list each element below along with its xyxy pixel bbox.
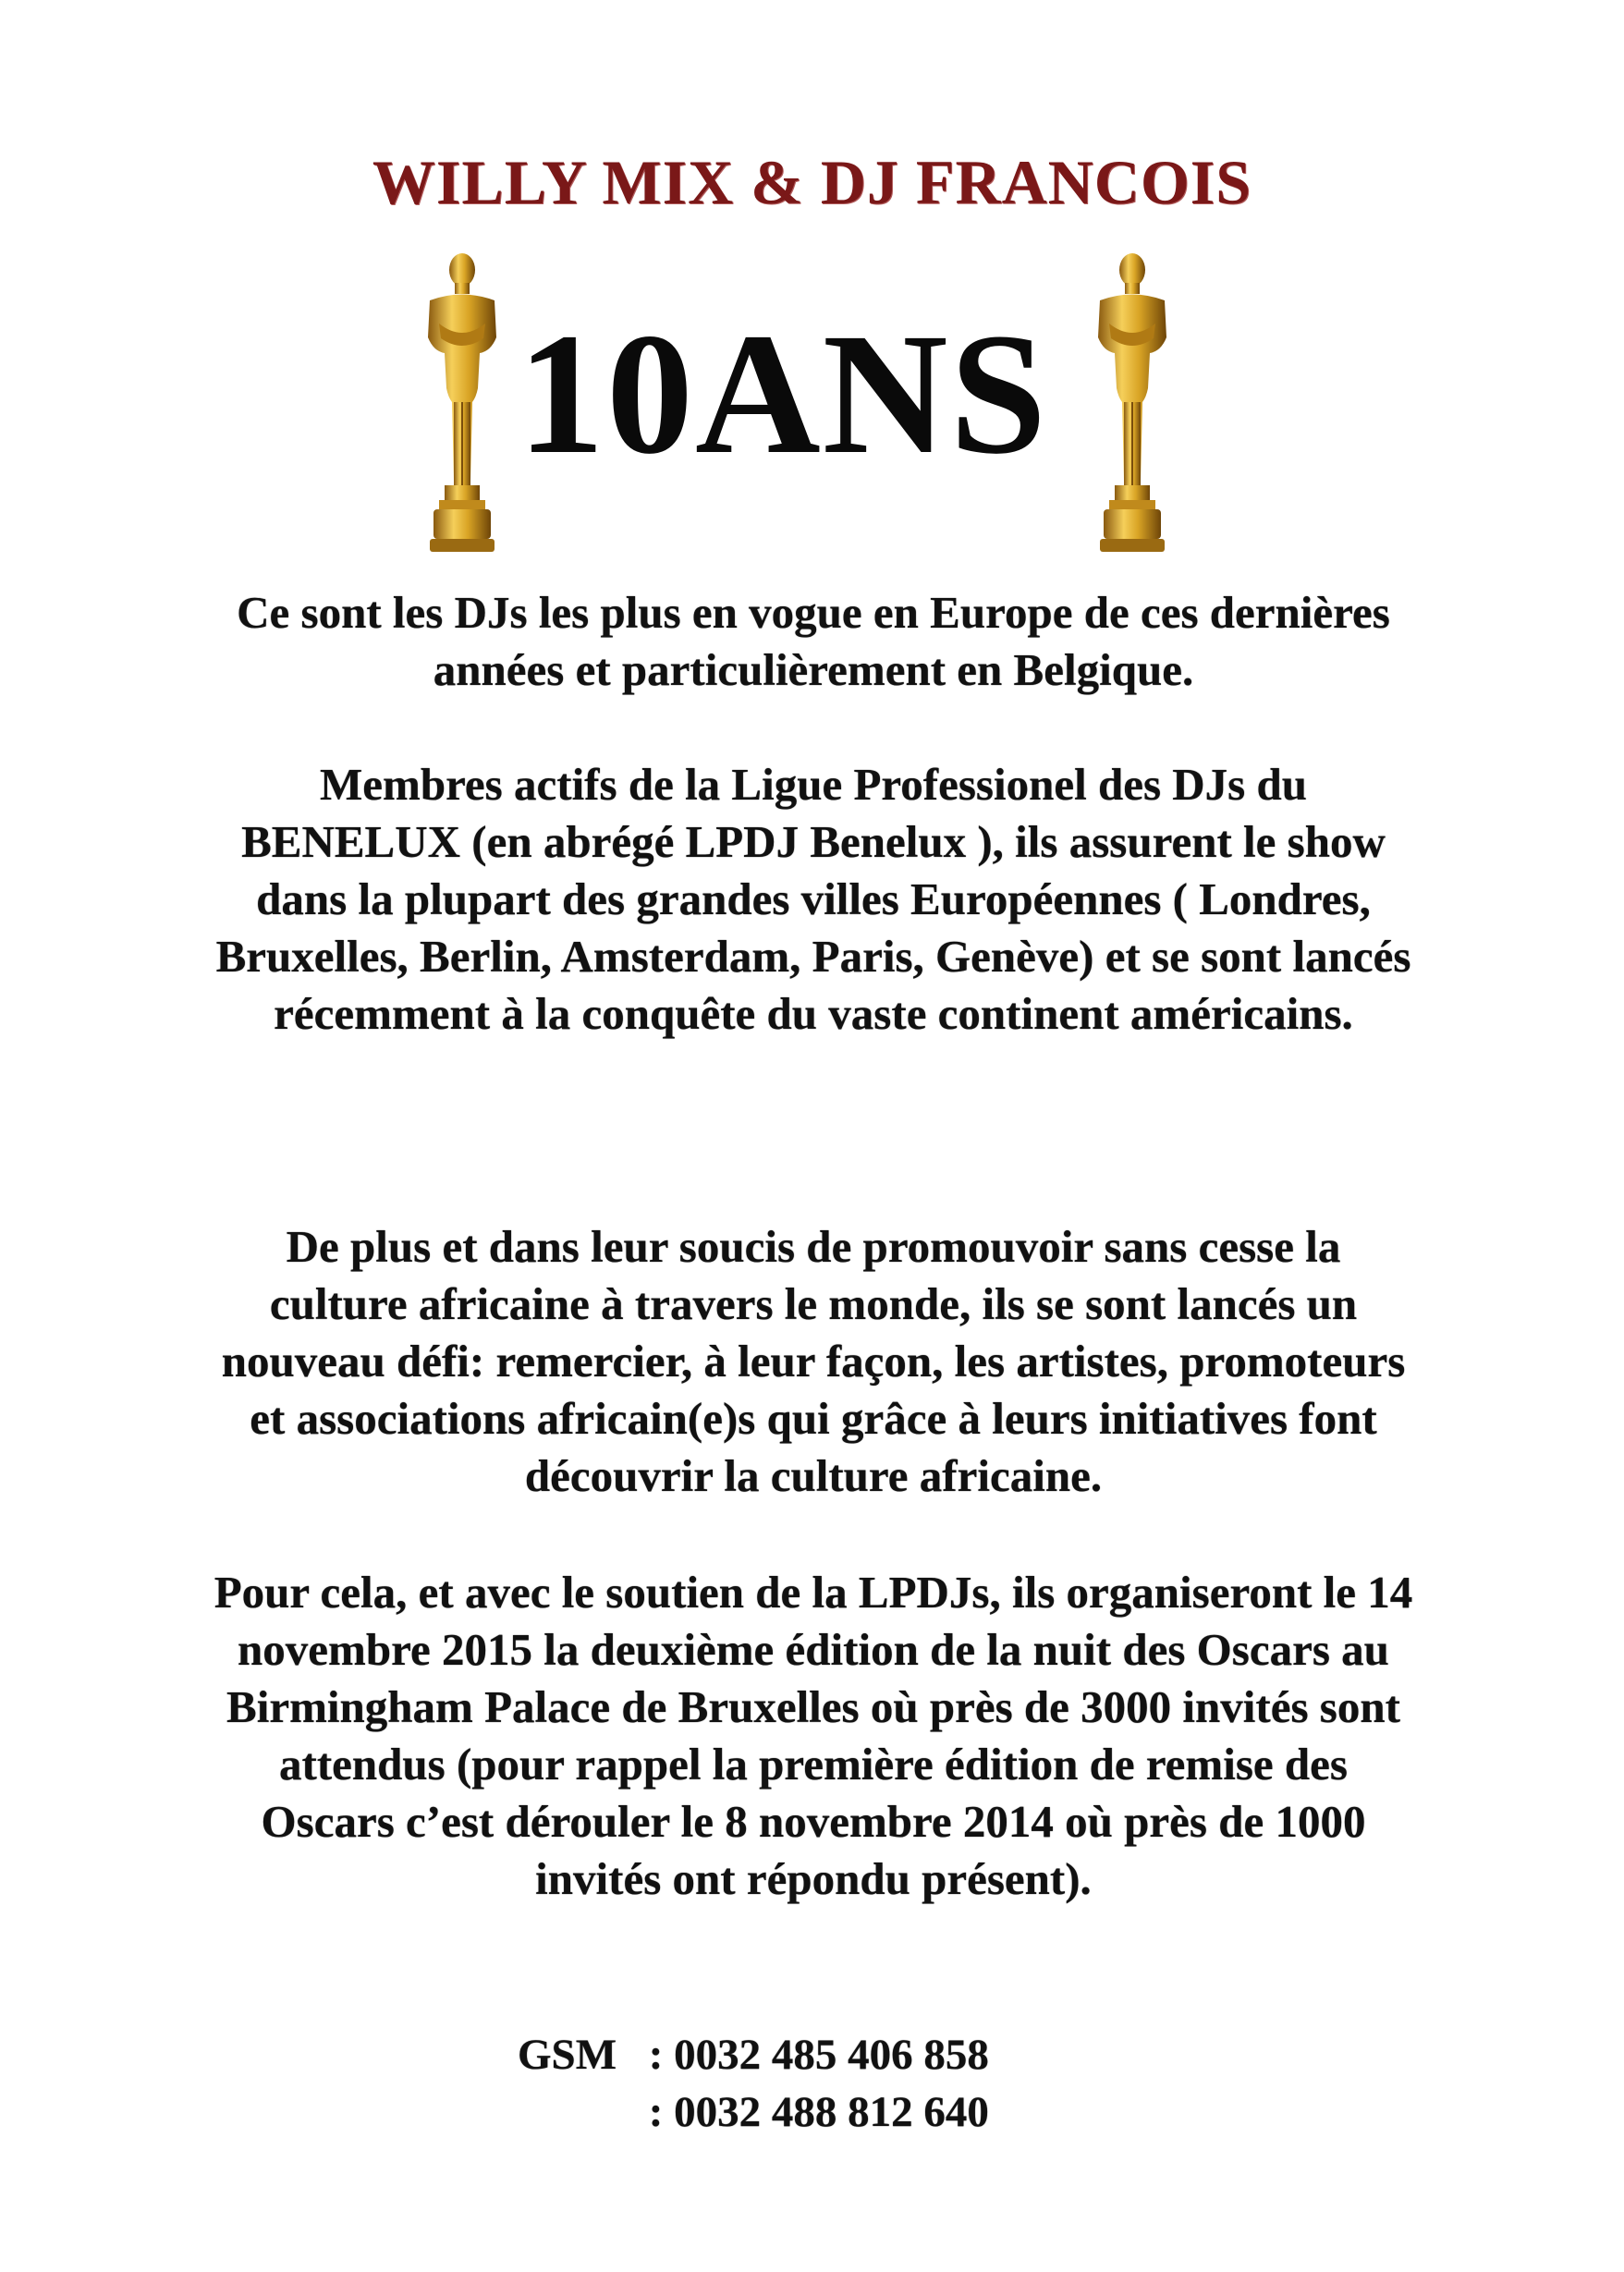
contact-separator: :: [648, 2031, 664, 2079]
contact-block: [518, 2026, 989, 2141]
contact-separator: :: [648, 2088, 664, 2136]
headline-row: [0, 250, 1624, 573]
oscar-statuette-icon: [411, 250, 513, 564]
mission-paragraph: De plus et dans leur soucis de promouvoir sans cesse la culture africaine à travers le monde, ils se sont lancés un nouveau défi: remercier, à leur façon, les artistes, promoteurs et associations africain(e)s qui grâce à leurs initiatives font découvrir la culture africaine.: [221, 1221, 1406, 1501]
phone-number-1[interactable]: 0032 485 406 858: [674, 2031, 989, 2079]
membership-paragraph: Membres actifs de la Ligue Professionel des DJs du BENELUX (en abrégé LPDJ Benelux ), ils assurent le show dans la plupart des grandes villes Européennes ( Londres, Bruxelles, Berlin, Amsterdam, Paris, Genève) et se sont lancés récemment à la conquête du vaste continent américains.: [215, 759, 1411, 1039]
contact-line-2: [518, 2083, 989, 2141]
intro-paragraph: Ce sont les DJs les plus en vogue en Europe de ces dernières années et particulièrement en Belgique.: [237, 587, 1390, 695]
anniversary-headline: 10ANS: [518, 297, 1049, 490]
contact-line-1: [518, 2026, 989, 2083]
phone-number-2[interactable]: 0032 488 812 640: [674, 2088, 989, 2136]
oscar-statuette-icon: [1081, 250, 1183, 564]
event-paragraph: Pour cela, et avec le soutien de la LPDJs, ils organiseront le 14 novembre 2015 la deuxième édition de la nuit des Oscars au Birmingham Palace de Bruxelles où près de 3000 invités sont attendus (pour rappel la première édition de remise des Oscars c’est dérouler le 8 novembre 2014 où près de 1000 invités ont répondu présent).: [214, 1567, 1413, 1904]
poster-title: WILLY MIX & DJ FRANCOIS: [372, 147, 1252, 217]
gsm-label: GSM: [518, 2031, 617, 2079]
